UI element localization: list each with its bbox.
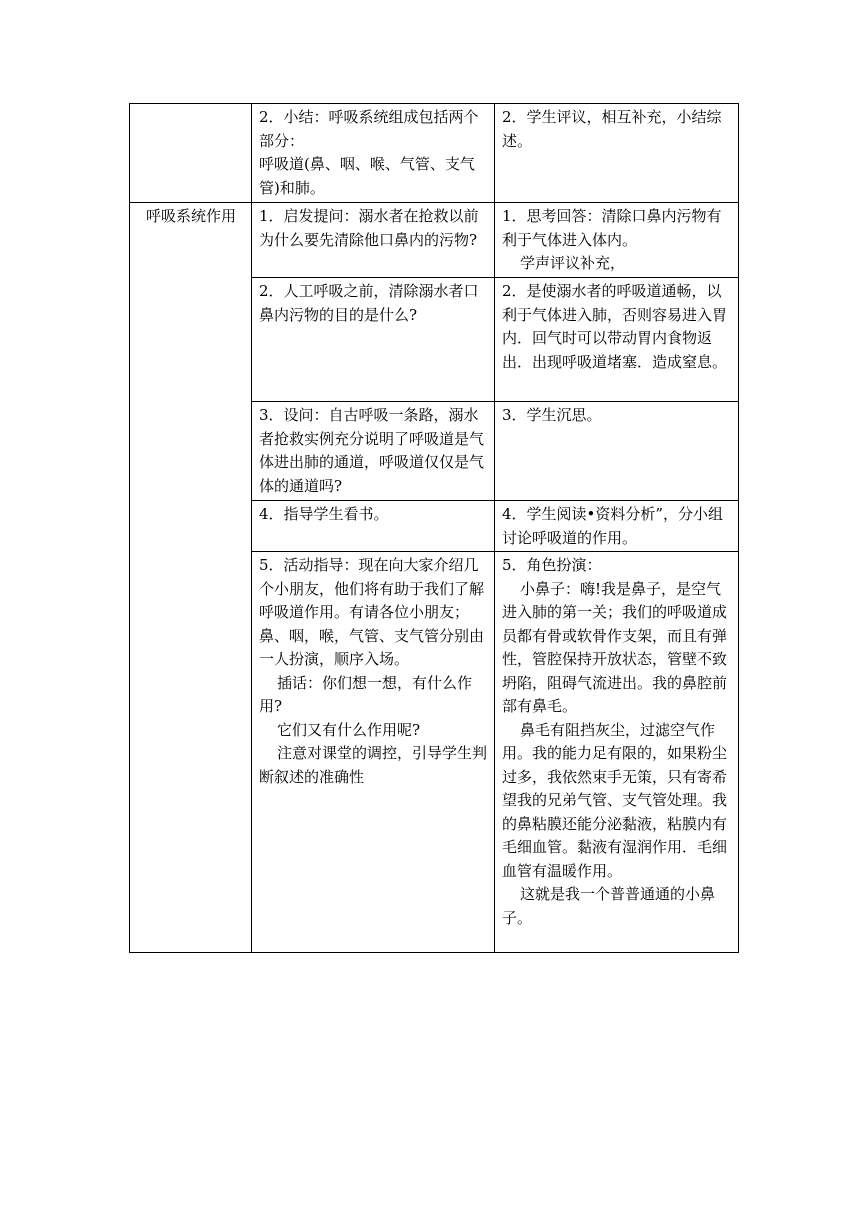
teacher-activity-cell — [252, 402, 495, 501]
text-line: 5．活动指导：现在向大家介绍几个小朋友，他们将有助于我们了解呼吸道作用。有请各位小朋友； 鼻、咽，喉，气管、支气管分别由一人扮演，顺序入场。 — [259, 556, 485, 668]
text-line: 3．学生沉思。 — [502, 406, 602, 424]
text-line: 1．启发提问：溺水者在抢救以前为什么要先清除他口鼻内的污物? — [259, 207, 479, 249]
text-line: 4．学生阅读•资料分析”，分小组讨论呼吸道的作用。 — [502, 505, 724, 547]
student-activity-cell — [495, 104, 739, 203]
lesson-plan-table — [129, 103, 739, 953]
text-line: 鼻毛有阻挡灰尘，过滤空气作用。我的能力足有限的，如果粉尘过多，我依然束手无策，只有寄希望我的兄弟气管、支气管处理。我的鼻粘膜还能分泌黏液，粘膜内有毛细血管。黏液有湿润作用．毛细血管有温暖作用。 — [502, 720, 728, 880]
stage-cell — [130, 104, 252, 203]
text-line: 2．人工呼吸之前，清除溺水者口鼻内污物的目的是什么? — [259, 282, 479, 324]
teacher-activity-cell — [252, 501, 495, 552]
stage-cell: 呼吸系统作用 — [130, 203, 252, 953]
text-line: 它们又有什么作用呢? — [277, 720, 421, 739]
student-activity-cell — [495, 402, 739, 501]
text-line: 插话：你们想一想，有什么作用? — [259, 673, 473, 715]
student-activity-cell — [495, 501, 739, 552]
text-line: 学声评议补充， — [520, 254, 626, 272]
teacher-activity-cell — [252, 552, 495, 953]
teacher-activity-cell — [252, 203, 495, 278]
text-line: 注意对课堂的调控，引导学生判断叙述的准确性 — [259, 744, 488, 786]
text-line: 5．角色扮演： — [502, 556, 602, 574]
student-activity-cell — [495, 278, 739, 402]
text-line: 2．小结：呼吸系统组成包括两个部分： — [259, 108, 479, 150]
text-line: 4．指导学生看书。 — [259, 505, 389, 523]
text-line: 2．学生评议，相互补充，小结综述。 — [502, 108, 722, 150]
text-line: 呼吸道(鼻、咽、喉、气管、支气管)和肺。 — [259, 155, 475, 197]
text-line: 2．是使溺水者的呼吸道通畅，以利于气体进入肺，否则容易进入胃内．回气时可以带动胃内食物返出．出现呼吸道堵塞．造成窒息。 — [502, 282, 728, 371]
student-activity-cell — [495, 203, 739, 278]
text-line: 3．设问：自古呼吸一条路，溺水者抢救实例充分说明了呼吸道是气体进出肺的通道，呼吸道仅仅是气体的通道吗? — [259, 406, 485, 495]
text-line: 小鼻子：嗨!我是鼻子，是空气进入肺的第一关；我们的呼吸道成员都有骨或软骨作支架，而且有弹性，管腔保持开放状态，管壁不致坍陷，阻碍气流进出。我的鼻腔前部有鼻毛。 — [502, 579, 728, 715]
table-row — [130, 203, 739, 278]
teacher-activity-cell — [252, 104, 495, 203]
text-line: 1．思考回答：清除口鼻内污物有利于气体进入体内。 — [502, 207, 722, 249]
student-activity-cell — [495, 552, 739, 953]
text-line: 这就是我一个普普通通的小鼻子。 — [502, 885, 716, 927]
teacher-activity-cell — [252, 278, 495, 402]
table-row — [130, 104, 739, 203]
